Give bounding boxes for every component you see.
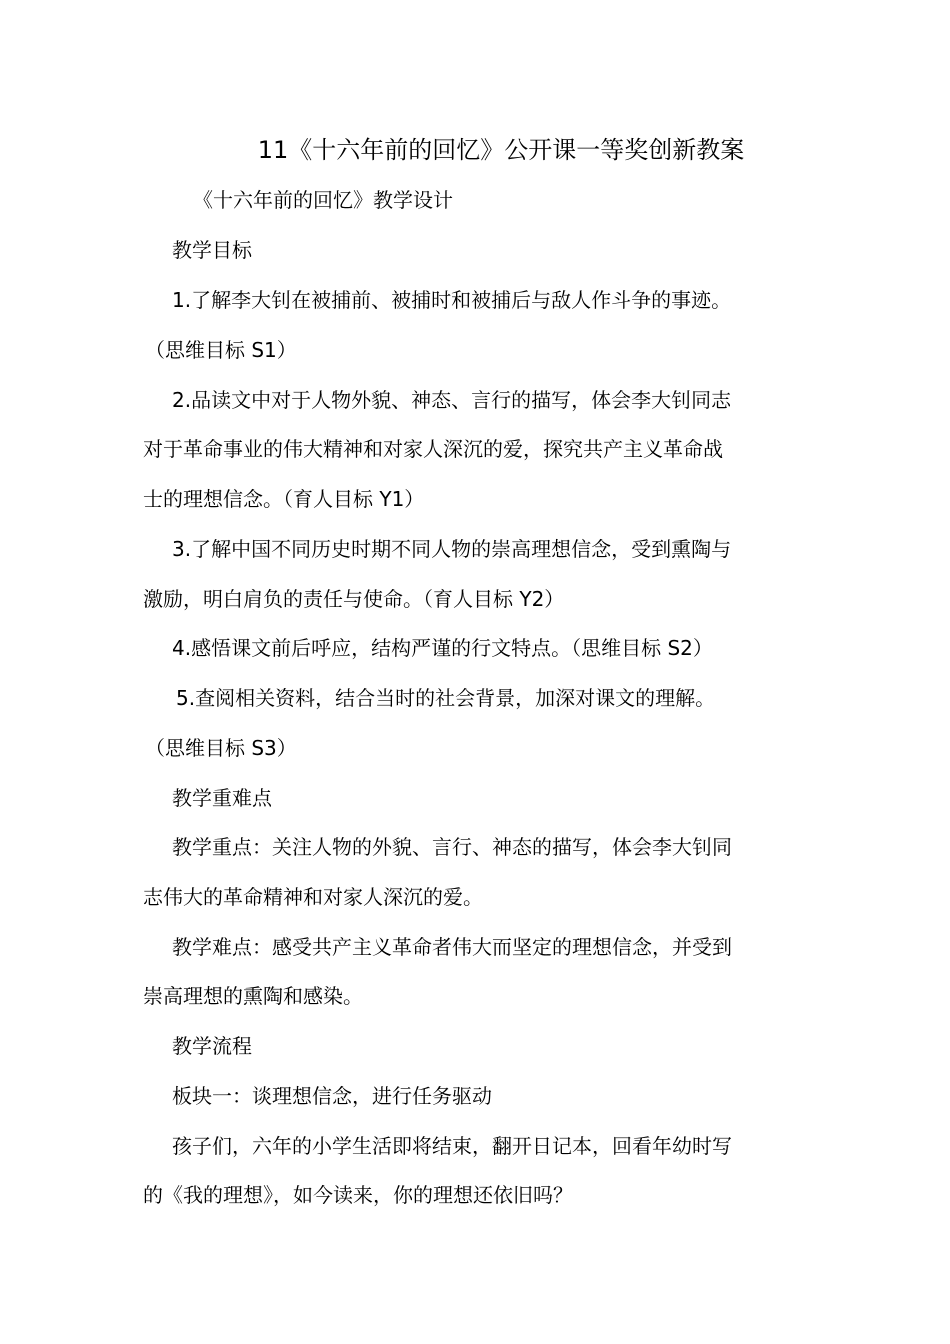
paragraph-line: 孩子们，六年的小学生活即将结束，翻开日记本，回看年幼时写: [172, 1134, 732, 1158]
paragraph-line: 士的理想信念。（育人目标 Y1）: [143, 487, 425, 511]
paragraph-line: 4.感悟课文前后呼应，结构严谨的行文特点。（思维目标 S2）: [172, 636, 713, 660]
paragraph-line: 教学重点：关注人物的外貌、言行、神态的描写，体会李大钊同: [172, 835, 732, 859]
paragraph-line: 激励，明白肩负的责任与使命。（育人目标 Y2）: [143, 587, 565, 611]
paragraph-line: 志伟大的革命精神和对家人深沉的爱。: [143, 885, 483, 909]
paragraph-line: 5.查阅相关资料，结合当时的社会背景，加深对课文的理解。: [176, 686, 716, 710]
paragraph-line: （思维目标 S1）: [145, 338, 297, 362]
paragraph-line: 崇高理想的熏陶和感染。: [143, 984, 363, 1008]
paragraph-line: 板块一：谈理想信念，进行任务驱动: [172, 1084, 492, 1108]
paragraph-line: 1.了解李大钊在被捕前、被捕时和被捕后与敌人作斗争的事迹。: [172, 288, 732, 312]
paragraph-line: 3.了解中国不同历史时期不同人物的崇高理想信念，受到熏陶与: [172, 537, 732, 561]
document-title: 11《十六年前的回忆》公开课一等奖创新教案: [257, 136, 745, 164]
section-heading-goals: 教学目标: [172, 238, 252, 262]
paragraph-line: 的《我的理想》，如今读来，你的理想还依旧吗？: [143, 1183, 573, 1207]
paragraph-line: 对于革命事业的伟大精神和对家人深沉的爱，探究共产主义革命战: [143, 437, 723, 461]
paragraph-line: 教学难点：感受共产主义革命者伟大而坚定的理想信念，并受到: [172, 935, 732, 959]
section-heading-key-points: 教学重难点: [172, 786, 272, 810]
subtitle-line: 《十六年前的回忆》教学设计: [193, 188, 453, 212]
paragraph-line: （思维目标 S3）: [145, 736, 297, 760]
paragraph-line: 2.品读文中对于人物外貌、神态、言行的描写，体会李大钊同志: [172, 388, 732, 412]
section-heading-process: 教学流程: [172, 1034, 252, 1058]
